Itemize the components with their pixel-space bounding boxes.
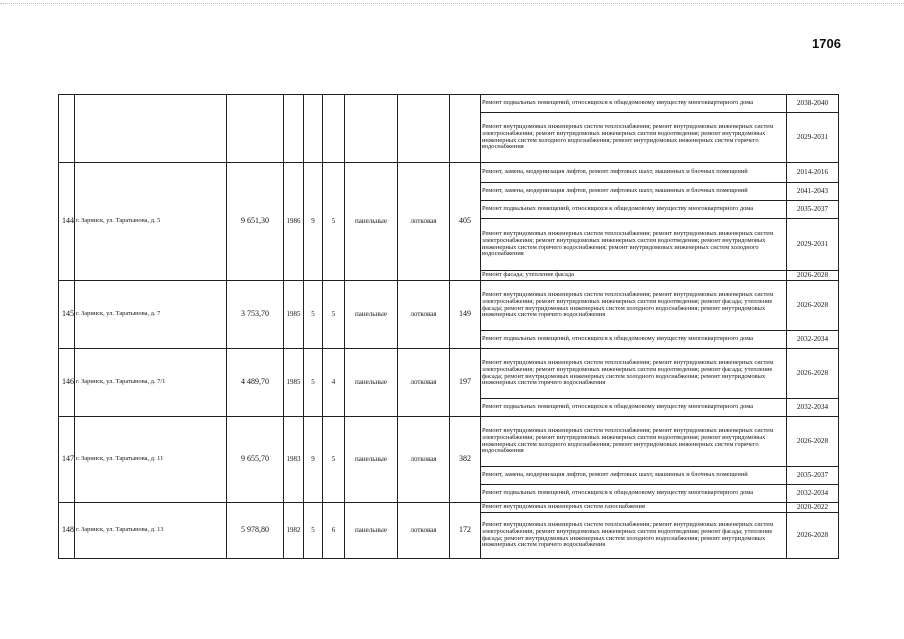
- page-number: 1706: [812, 36, 841, 51]
- scan-edge-line: [0, 3, 904, 4]
- table-row: [59, 503, 839, 513]
- cell-work: Ремонт подвальных помещений, относящихся к общедомовому имуществу многоквартирного дома: [481, 201, 787, 219]
- cell-residents: 149: [450, 281, 481, 349]
- cell-work: Ремонт внутридомовых инженерных систем теплоснабжения; ремонт внутридомовых инженерных систем электроснабжения; ремонт внутридомовых инженерных систем водоотведения; ремонт фасада; утепление фасада; ремонт внутридомовых инженерных систем холодного водоснабжения; ремонт внутридомовых инженерных систем горячего водоснабжения: [481, 513, 787, 559]
- cell-entrances: 5: [323, 163, 345, 281]
- cell-work: Ремонт внутридомовых инженерных систем теплоснабжения; ремонт внутридомовых инженерных систем электроснабжения; ремонт внутридомовых инженерных систем водоотведения; ремонт фасада; утепление фасада; ремонт внутридомовых инженерных систем холодного водоснабжения; ремонт внутридомовых инженерных систем горячего водоснабжения: [481, 349, 787, 399]
- table-row: [59, 281, 839, 331]
- cell-num: 146: [59, 349, 75, 417]
- cell-period: 2026-2028: [787, 417, 839, 467]
- table-row: [59, 95, 839, 113]
- cell-floors-empty: [304, 95, 323, 163]
- cell-roof-empty: [398, 95, 450, 163]
- cell-area-empty: [227, 95, 284, 163]
- cell-work: Ремонт, замена, модернизация лифтов, ремонт лифтовых шахт, машинных и блочных помещений: [481, 467, 787, 485]
- table-row: [59, 163, 839, 183]
- cell-period: 2032-2034: [787, 485, 839, 503]
- cell-period: 2029-2031: [787, 219, 839, 271]
- cell-year: 1982: [284, 503, 304, 559]
- cell-residents: 197: [450, 349, 481, 417]
- cell-residents-empty: [450, 95, 481, 163]
- cell-wall: панельные: [345, 281, 398, 349]
- cell-roof: лотковая: [398, 503, 450, 559]
- cell-entrances: 4: [323, 349, 345, 417]
- cell-entrances: 6: [323, 503, 345, 559]
- cell-period: 2032-2034: [787, 399, 839, 417]
- capital-repair-table-wrap: [58, 94, 839, 559]
- cell-work: Ремонт, замена, модернизация лифтов, ремонт лифтовых шахт, машинных и блочных помещений: [481, 183, 787, 201]
- cell-address: г. Заринск, ул. Таратынова, д. 5: [75, 163, 227, 281]
- cell-area: 3 753,70: [227, 281, 284, 349]
- cell-work: Ремонт подвальных помещений, относящихся к общедомовому имуществу многоквартирного дома: [481, 331, 787, 349]
- cell-work: Ремонт подвальных помещений, относящихся к общедомовому имуществу многоквартирного дома: [481, 399, 787, 417]
- cell-period: 2026-2028: [787, 349, 839, 399]
- cell-area: 5 978,80: [227, 503, 284, 559]
- capital-repair-table: [58, 94, 839, 559]
- cell-floors: 5: [304, 281, 323, 349]
- cell-roof: лотковая: [398, 417, 450, 503]
- cell-work: Ремонт внутридомовых инженерных систем газоснабжения: [481, 503, 787, 513]
- cell-address-empty: [75, 95, 227, 163]
- cell-num: 145: [59, 281, 75, 349]
- cell-period: 2014-2016: [787, 163, 839, 183]
- cell-floors: 5: [304, 349, 323, 417]
- cell-work: Ремонт внутридомовых инженерных систем теплоснабжения; ремонт внутридомовых инженерных систем электроснабжения; ремонт внутридомовых инженерных систем водоотведения; ремонт внутридомовых инженерных систем холодного водоснабжения; ремонт внутридомовых инженерных систем горячего водоснабжения: [481, 113, 787, 163]
- cell-address: г. Заринск, ул. Таратынова, д. 13: [75, 503, 227, 559]
- table-body: [59, 95, 839, 559]
- cell-period: 2026-2028: [787, 513, 839, 559]
- cell-wall: панельные: [345, 503, 398, 559]
- table-row: [59, 349, 839, 399]
- cell-year: 1983: [284, 417, 304, 503]
- cell-period: 2029-2031: [787, 113, 839, 163]
- cell-year: 1985: [284, 281, 304, 349]
- cell-year: 1986: [284, 163, 304, 281]
- cell-num: 147: [59, 417, 75, 503]
- cell-work: Ремонт внутридомовых инженерных систем теплоснабжения; ремонт внутридомовых инженерных систем электроснабжения; ремонт внутридомовых инженерных систем водоотведения; ремонт внутридомовых инженерных систем горячего водоснабжения; ремонт внутридомовых инженерных систем холодного водоснабжения: [481, 219, 787, 271]
- cell-floors: 9: [304, 417, 323, 503]
- cell-work: Ремонт внутридомовых инженерных систем теплоснабжения; ремонт внутридомовых инженерных систем электроснабжения; ремонт внутридомовых инженерных систем водоотведения; ремонт внутридомовых инженерных систем холодного водоснабжения; ремонт внутридомовых инженерных систем горячего водоснабжения: [481, 417, 787, 467]
- cell-address: г. Заринск, ул. Таратынова, д. 7/1: [75, 349, 227, 417]
- cell-wall: панельные: [345, 417, 398, 503]
- cell-area: 9 651,30: [227, 163, 284, 281]
- cell-area: 4 489,70: [227, 349, 284, 417]
- cell-roof: лотковая: [398, 163, 450, 281]
- cell-period: 2035-2037: [787, 201, 839, 219]
- cell-period: 2038-2040: [787, 95, 839, 113]
- cell-roof: лотковая: [398, 349, 450, 417]
- cell-year-empty: [284, 95, 304, 163]
- cell-wall-empty: [345, 95, 398, 163]
- cell-work: Ремонт подвальных помещений, относящихся к общедомовому имуществу многоквартирного дома: [481, 485, 787, 503]
- cell-area: 9 655,70: [227, 417, 284, 503]
- cell-work: Ремонт подвальных помещений, относящихся к общедомовому имуществу многоквартирного дома: [481, 95, 787, 113]
- cell-work: Ремонт внутридомовых инженерных систем теплоснабжения; ремонт внутридомовых инженерных систем электроснабжения; ремонт внутридомовых инженерных систем водоотведения; ремонт фасада; утепление фасада; ремонт внутридомовых инженерных систем холодного водоснабжения; ремонт внутридомовых инженерных систем горячего водоснабжения: [481, 281, 787, 331]
- cell-year: 1985: [284, 349, 304, 417]
- cell-num-empty: [59, 95, 75, 163]
- cell-floors: 5: [304, 503, 323, 559]
- cell-residents: 405: [450, 163, 481, 281]
- cell-wall: панельные: [345, 349, 398, 417]
- cell-residents: 382: [450, 417, 481, 503]
- cell-num: 148: [59, 503, 75, 559]
- cell-work: Ремонт фасада; утепление фасада: [481, 271, 787, 281]
- cell-entrances: 5: [323, 281, 345, 349]
- cell-address: г. Заринск, ул. Таратынова, д. 7: [75, 281, 227, 349]
- cell-work: Ремонт, замена, модернизация лифтов, ремонт лифтовых шахт, машинных и блочных помещений: [481, 163, 787, 183]
- cell-roof: лотковая: [398, 281, 450, 349]
- cell-period: 2020-2022: [787, 503, 839, 513]
- cell-floors: 9: [304, 163, 323, 281]
- cell-wall: панельные: [345, 163, 398, 281]
- cell-period: 2026-2028: [787, 271, 839, 281]
- cell-entrances: 5: [323, 417, 345, 503]
- cell-residents: 172: [450, 503, 481, 559]
- cell-period: 2032-2034: [787, 331, 839, 349]
- cell-period: 2026-2028: [787, 281, 839, 331]
- cell-period: 2041-2043: [787, 183, 839, 201]
- cell-address: г. Заринск, ул. Таратынова, д. 11: [75, 417, 227, 503]
- cell-num: 144: [59, 163, 75, 281]
- table-row: [59, 417, 839, 467]
- cell-period: 2035-2037: [787, 467, 839, 485]
- cell-entrances-empty: [323, 95, 345, 163]
